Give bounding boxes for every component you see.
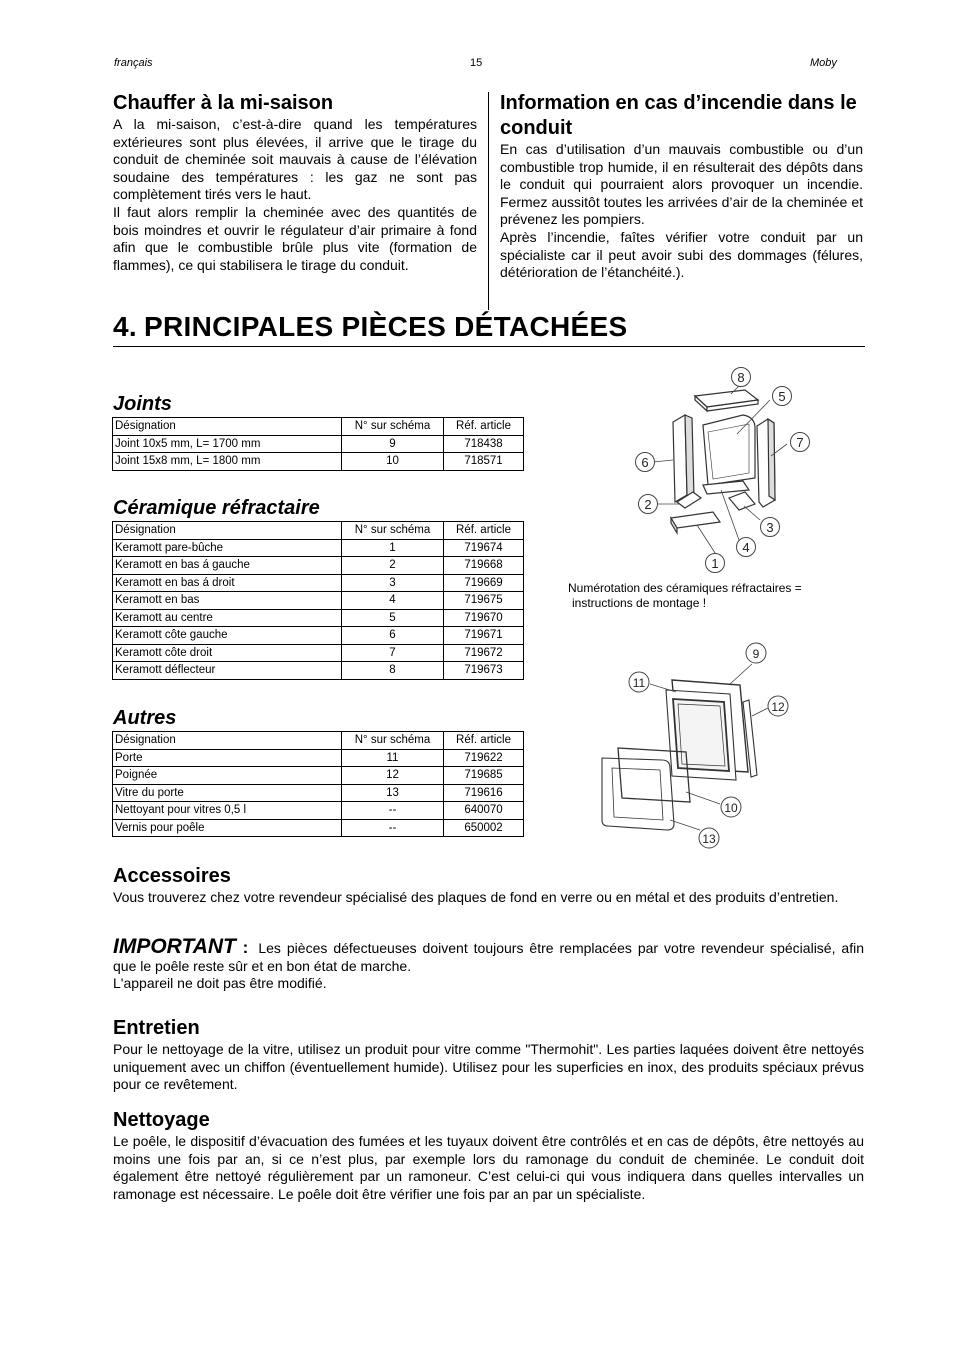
header-designation: Désignation (113, 418, 342, 436)
table-row (113, 609, 524, 627)
door-label-9: 9 (752, 647, 760, 661)
important-colon: : (235, 938, 249, 957)
ceramique-title: Céramique réfractaire (113, 497, 320, 519)
cell-ref: 719616 (444, 784, 524, 802)
figure-caption-line-2: instructions de montage ! (572, 596, 707, 610)
table-row (113, 644, 524, 662)
ceramic-label-3: 3 (766, 520, 774, 535)
header-num: N° sur schéma (342, 418, 444, 436)
cell-designation: Keramott côte gauche (113, 627, 342, 645)
door-label-12: 12 (771, 700, 785, 714)
cell-num: 7 (342, 644, 444, 662)
cell-num: 2 (342, 557, 444, 575)
entretien-text: Pour le nettoyage de la vitre, utilisez un produit pour vitre comme "Thermohit". Les parties laquées doivent être nettoyés uniquement avec un chiffon (éventuellement humide). Utilisez pour les superficies en inox, des produits spéciaux prévus pour ce revêtement. (113, 1041, 864, 1093)
ceramic-label-5: 5 (778, 389, 786, 404)
cell-designation: Keramott en bas (113, 592, 342, 610)
ceramic-label-1: 1 (711, 556, 719, 571)
header-ref: Réf. article (444, 522, 524, 540)
section-nettoyage (113, 1108, 864, 1203)
cell-num: 5 (342, 609, 444, 627)
incendie-paragraph-1: En cas d’utilisation d’un mauvais combustible ou d’un combustible trop humide, il en résulterait des dépôts dans le conduit qui pourraient alors provoquer un incendie. Fermez aussitôt toutes les arrivées d’air de la cheminée et prévenez les pompiers. (500, 141, 863, 228)
figure-caption-line-1: Numérotation des céramiques réfractaires = (568, 581, 802, 595)
table-row (113, 784, 524, 802)
cell-num: 10 (342, 453, 444, 471)
door-label-11: 11 (632, 676, 646, 690)
cell-num: 9 (342, 435, 444, 453)
incendie-title: Information en cas d’incendie dans le conduit (500, 92, 857, 139)
cell-num: 6 (342, 627, 444, 645)
cell-designation: Keramott en bas á gauche (113, 557, 342, 575)
accessoires-text: Vous trouverez chez votre revendeur spécialisé des plaques de fond en verre ou en métal et des produits d’entretien. (113, 889, 839, 905)
cell-ref: 718571 (444, 453, 524, 471)
page-number: 15 (470, 57, 483, 69)
important-label: IMPORTANT (113, 935, 236, 958)
cell-ref: 719685 (444, 767, 524, 785)
table-row (113, 435, 524, 453)
table-header-row (113, 418, 524, 436)
accessoires-title: Accessoires (113, 865, 231, 887)
cell-designation: Vernis pour poêle (113, 819, 342, 837)
header-num: N° sur schéma (342, 732, 444, 750)
incendie-paragraph-2: Après l’incendie, faîtes vérifier votre conduit par un spécialiste car il peut avoir subi des dommages (félures, détérioration de l’étanchéité.). (500, 228, 863, 281)
nettoyage-text: Le poêle, le dispositif d’évacuation des fumées et les tuyaux doivent être contrôlés et en cas de dépôts, être nettoyés au moins une fois par an, si ce n’est plus, par exemple lors du ramonage du conduit de cheminée. Le conduit doit également être nettoyé régulièrement par un ramoneur. C’est celui-ci qui vous indiquera dans quelles intervalles un ramonage est nécessaire. Le poêle doit être vérifier une fois par an par un spécialiste. (113, 1133, 864, 1202)
column-divider (488, 92, 489, 310)
ceramic-parts-diagram (625, 360, 820, 575)
cell-designation: Poignée (113, 767, 342, 785)
table-row (113, 749, 524, 767)
cell-designation: Keramott au centre (113, 609, 342, 627)
cell-num: 8 (342, 662, 444, 680)
cell-ref: 719622 (444, 749, 524, 767)
section-accessoires (113, 864, 864, 907)
door-label-13: 13 (702, 832, 716, 846)
header-num: N° sur schéma (342, 522, 444, 540)
mi-saison-paragraph-2: Il faut alors remplir la cheminée avec des quantités de bois moindres et ouvrir le régulateur d’air primaire à fond afin que le combustible brûle plus vite (formation de flammes), ce qui stabilisera le tirage du conduit. (113, 203, 477, 273)
mi-saison-paragraph-1: A la mi-saison, c’est-à-dire quand les températures extérieures sont plus élevées, il arrive que le tirage du conduit de cheminée soit mauvais à cause de l’élévation soudaine des températures : les gaz ne sont pas complètement tirés vers le haut. (113, 116, 477, 203)
cell-designation: Keramott côte droit (113, 644, 342, 662)
cell-designation: Keramott déflecteur (113, 662, 342, 680)
header-product: Moby (810, 57, 837, 69)
table-header-row (113, 732, 524, 750)
cell-ref: 719673 (444, 662, 524, 680)
ceramic-label-7: 7 (796, 435, 804, 450)
door-parts-diagram (590, 640, 805, 855)
table-row (113, 557, 524, 575)
ceramic-label-6: 6 (641, 455, 649, 470)
table-row (113, 819, 524, 837)
header-ref: Réf. article (444, 418, 524, 436)
nettoyage-title: Nettoyage (113, 1109, 210, 1131)
entretien-title: Entretien (113, 1017, 200, 1039)
section-incendie (500, 91, 863, 282)
ceramic-label-2: 2 (644, 497, 652, 512)
section-title: PRINCIPALES PIÈCES DÉTACHÉES (144, 311, 628, 342)
section-important (113, 935, 865, 993)
door-label-10: 10 (724, 801, 738, 815)
cell-num: -- (342, 802, 444, 820)
cell-designation: Keramott pare-bûche (113, 539, 342, 557)
ceramic-label-8: 8 (737, 370, 745, 385)
cell-designation: Keramott en bas á droit (113, 574, 342, 592)
autres-table (112, 731, 524, 837)
table-row (113, 453, 524, 471)
cell-ref: 719668 (444, 557, 524, 575)
cell-ref: 719670 (444, 609, 524, 627)
cell-ref: 719672 (444, 644, 524, 662)
autres-title: Autres (113, 707, 177, 729)
header-language: français (114, 57, 153, 69)
cell-num: 3 (342, 574, 444, 592)
table-row (113, 539, 524, 557)
section-underline (113, 346, 865, 347)
table-row (113, 767, 524, 785)
cell-num: 1 (342, 539, 444, 557)
important-text-2: L'appareil ne doit pas être modifié. (113, 975, 327, 991)
header-designation: Désignation (113, 522, 342, 540)
cell-designation: Vitre du porte (113, 784, 342, 802)
header-designation: Désignation (113, 732, 342, 750)
table-row (113, 592, 524, 610)
table-header-row (113, 522, 524, 540)
mi-saison-title: Chauffer à la mi-saison (113, 92, 334, 114)
table-row (113, 574, 524, 592)
section-number: 4. (113, 311, 137, 342)
cell-designation: Joint 15x8 mm, L= 1800 mm (113, 453, 342, 471)
cell-ref: 719675 (444, 592, 524, 610)
section-mi-saison (113, 91, 477, 274)
cell-num: 11 (342, 749, 444, 767)
important-text: Les pièces défectueuses doivent toujours être remplacées par votre revendeur spécialisé, afin que le poêle reste sûr et en bon état de marche. (113, 940, 865, 974)
cell-num: 13 (342, 784, 444, 802)
cell-num: 12 (342, 767, 444, 785)
joints-table (112, 417, 524, 471)
cell-num: 4 (342, 592, 444, 610)
cell-ref: 718438 (444, 435, 524, 453)
table-row (113, 627, 524, 645)
joints-title: Joints (113, 393, 172, 415)
ceramic-label-4: 4 (742, 540, 750, 555)
table-row (113, 802, 524, 820)
cell-ref: 719669 (444, 574, 524, 592)
cell-designation: Nettoyant pour vitres 0,5 l (113, 802, 342, 820)
cell-num: -- (342, 819, 444, 837)
cell-ref: 719671 (444, 627, 524, 645)
cell-designation: Joint 10x5 mm, L= 1700 mm (113, 435, 342, 453)
cell-ref: 640070 (444, 802, 524, 820)
header-ref: Réf. article (444, 732, 524, 750)
section-entretien (113, 1016, 864, 1094)
ceramique-table (112, 521, 524, 680)
cell-designation: Porte (113, 749, 342, 767)
table-row (113, 662, 524, 680)
cell-ref: 719674 (444, 539, 524, 557)
cell-ref: 650002 (444, 819, 524, 837)
